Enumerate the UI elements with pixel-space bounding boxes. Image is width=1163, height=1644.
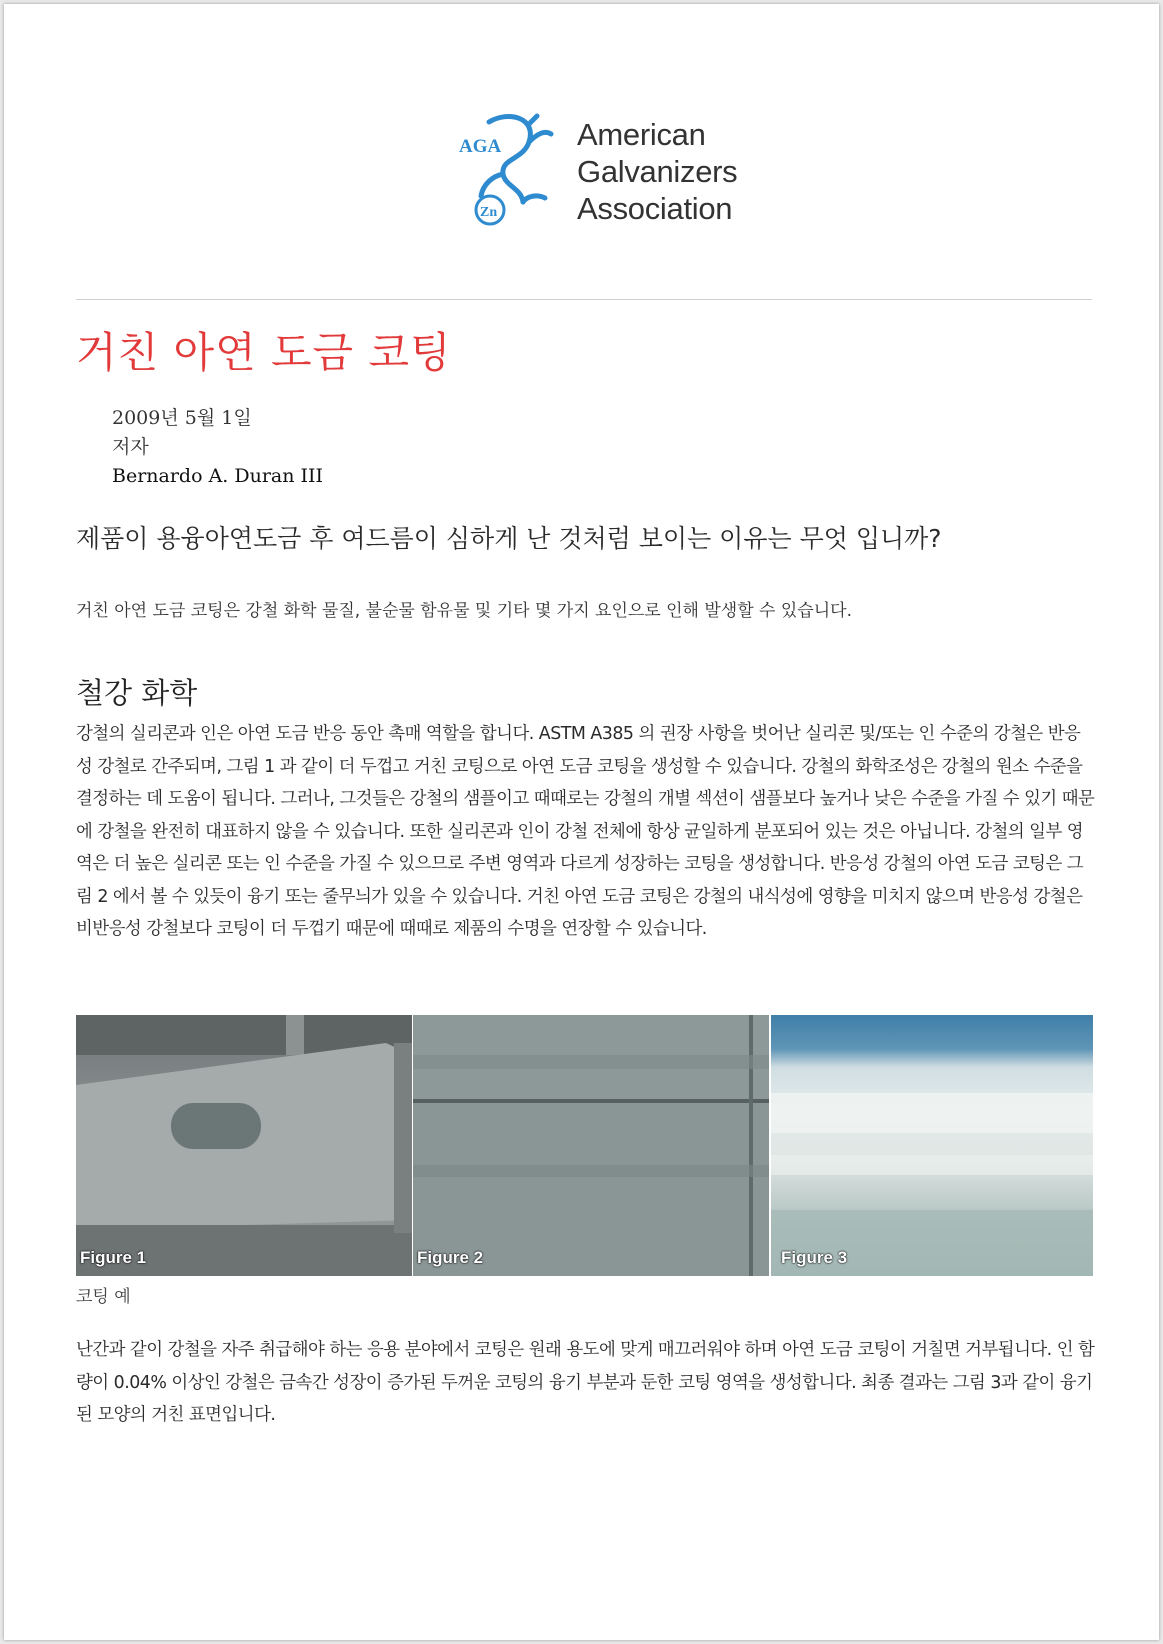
figure-2-image	[413, 1015, 769, 1276]
figure-label: Figure 3	[781, 1248, 848, 1267]
section-title: 철강 화학	[76, 676, 198, 710]
logo-aga-letters: AGA	[459, 136, 502, 157]
logo-name-line: American	[577, 117, 706, 152]
author-name: Bernardo A. Duran III	[112, 465, 324, 487]
figure-3-image	[771, 1015, 1093, 1276]
logo-name	[577, 116, 737, 227]
figure-label: Figure 2	[417, 1248, 484, 1267]
publish-date: 2009년 5월 1일	[112, 407, 252, 429]
author-label: 저자	[112, 436, 149, 458]
article-title: 거친 아연 도금 코팅	[76, 328, 452, 377]
article-question: 제품이 용융아연도금 후 여드름이 심하게 난 것처럼 보이는 이유는 무엇 입니까?	[76, 524, 942, 553]
aga-zn-mark-icon	[459, 112, 569, 232]
intro-paragraph: 거친 아연 도금 코팅은 강철 화학 물질, 불순물 함유물 및 기타 몇 가지 요인으로 인해 발생할 수 있습니다.	[76, 601, 852, 621]
body-paragraph-1: 강철의 실리콘과 인은 아연 도금 반응 동안 촉매 역할을 합니다. ASTM A385 의 권장 사항을 벗어난 실리콘 및/또는 인 수준의 강철은 반응성 강철로 간주되며, 그림 1 과 같이 더 두껍고 거친 코팅으로 아연 도금 코팅을 생성할 수 있습니다. 강철의 화학조성은 강철의 원소 수준을 결정하는 데 도움이 됩니다. 그러나, 그것들은 강철의 샘플이고 때때로는 강철의 개별 섹션이 샘플보다 높거나 낮은 수준을 가질 수 있기 때문에 강철을 완전히 대표하지 않을 수 있습니다. 또한 실리콘과 인이 강철 전체에 항상 균일하게 분포되어 있는 것은 아닙니다. 강철의 일부 영역은 더 높은 실리콘 또는 인 수준을 가질 수 있으므로 주변 영역과 다르게 성장하는 코팅을 생성합니다. 반응성 강철의 아연 도금 코팅은 그림 2 에서 볼 수 있듯이 융기 또는 줄무늬가 있을 수 있습니다. 거친 아연 도금 코팅은 강철의 내식성에 영향을 미치지 않으며 반응성 강철은 비반응성 강철보다 코팅이 더 두껍기 때문에 때때로 제품의 수명을 연장할 수 있습니다.	[76, 724, 1095, 939]
figure-label: Figure 1	[80, 1248, 147, 1267]
logo-name-line: Association	[577, 191, 733, 226]
figure-caption: 코팅 예	[76, 1287, 131, 1307]
logo-zn-letters: Zn	[480, 205, 498, 220]
body-paragraph-2: 난간과 같이 강철을 자주 취급해야 하는 응용 분야에서 코팅은 원래 용도에 맞게 매끄러워야 하며 아연 도금 코팅이 거칠면 거부됩니다. 인 함량이 0.04% 이상인 강철은 금속간 성장이 증가된 두꺼운 코팅의 융기 부분과 둔한 코팅 영역을 생성합니다. 최종 결과는 그림 3과 같이 융기된 모양의 거친 표면입니다.	[76, 1340, 1095, 1425]
aga-logo	[459, 112, 738, 232]
figure-1-image	[76, 1015, 412, 1276]
logo-name-line: Galvanizers	[577, 154, 738, 189]
header-divider	[76, 299, 1092, 300]
article-meta	[112, 404, 323, 491]
figure-strip	[76, 1015, 1093, 1276]
document-page	[4, 4, 1159, 1640]
